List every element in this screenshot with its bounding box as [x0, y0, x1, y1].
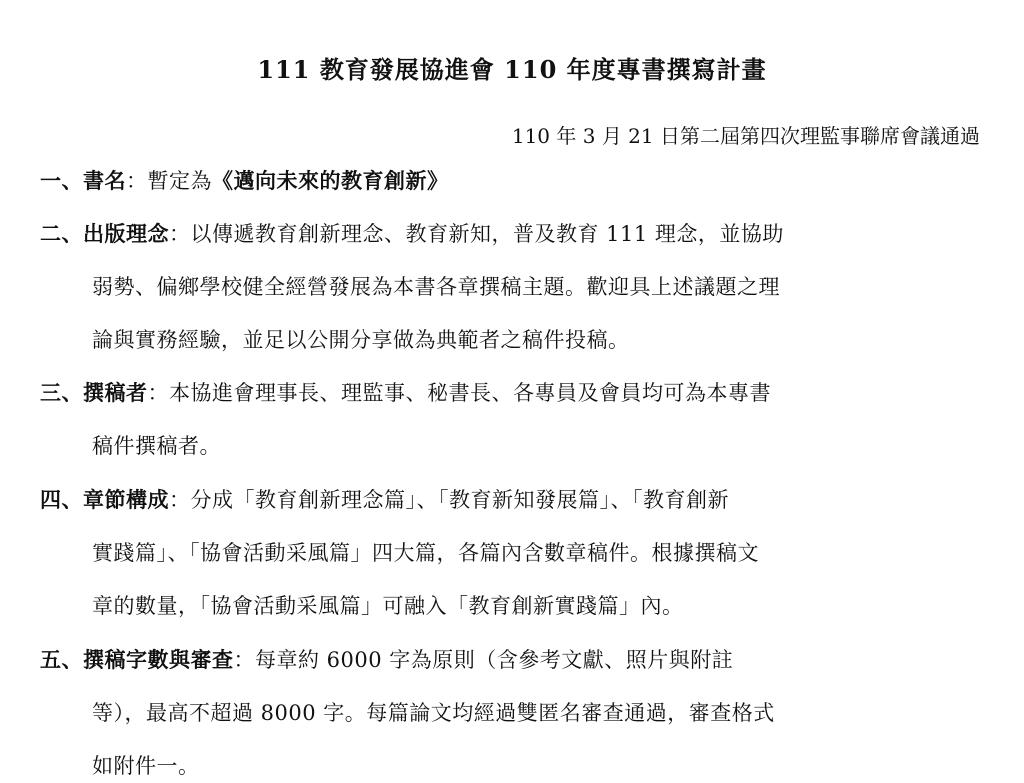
section-5-line-1	[40, 644, 733, 674]
section-number: 四、	[40, 487, 83, 512]
section-2-line-3: 論與實務經驗，並足以公開分享做為典範者之稿件投稿。	[92, 328, 630, 352]
section-5-line-3: 如附件一。	[92, 754, 200, 778]
section-text: 本協進會理事長、理監事、秘書長、各專員及會員均可為本專書	[169, 381, 771, 405]
section-colon: ：	[233, 648, 255, 672]
section-text: 暫定為	[147, 169, 212, 193]
section-number: 一、	[40, 168, 83, 193]
section-number: 五、	[40, 647, 83, 672]
book-title: 《邁向未來的教育創新》	[212, 168, 449, 193]
section-1-line-1	[40, 165, 449, 195]
section-number: 三、	[40, 380, 83, 405]
section-colon: ：	[169, 222, 191, 246]
section-colon: ：	[126, 169, 148, 193]
section-text: 分成「教育創新理念篇」、「教育新知發展篇」、「教育創新	[190, 488, 729, 512]
section-2-line-1	[40, 218, 784, 248]
section-4-line-1	[40, 484, 729, 514]
section-number: 二、	[40, 221, 83, 246]
section-heading: 撰稿字數與審查	[83, 647, 234, 672]
section-heading: 章節構成	[83, 487, 169, 512]
section-heading: 書名	[83, 168, 126, 193]
section-colon: ：	[169, 488, 191, 512]
section-heading: 出版理念	[83, 221, 169, 246]
section-2-line-2: 弱勢、偏鄉學校健全經營發展為本書各章撰稿主題。歡迎具上述議題之理	[92, 275, 780, 299]
section-colon: ：	[147, 381, 169, 405]
section-4-line-2: 實踐篇」、「協會活動采風篇」四大篇，各篇內含數章稿件。根據撰稿文	[92, 541, 759, 565]
section-3-line-1	[40, 377, 771, 407]
section-heading: 撰稿者	[83, 380, 148, 405]
section-4-line-3: 章的數量，「協會活動采風篇」可融入「教育創新實踐篇」內。	[92, 594, 684, 618]
section-5-line-2: 等），最高不超過 8000 字。每篇論文均經過雙匿名審查通過，審查格式	[92, 701, 775, 725]
section-text: 以傳遞教育創新理念、教育新知，普及教育 111 理念，並協助	[190, 222, 784, 246]
approval-note: 110 年 3 月 21 日第二屆第四次理監事聯席會議通過	[511, 124, 980, 148]
document-title: 111 教育發展協進會 110 年度專書撰寫計畫	[257, 55, 767, 84]
section-3-line-2: 稿件撰稿者。	[92, 434, 221, 458]
section-text: 每章約 6000 字為原則（含參考文獻、照片與附註	[255, 648, 734, 672]
